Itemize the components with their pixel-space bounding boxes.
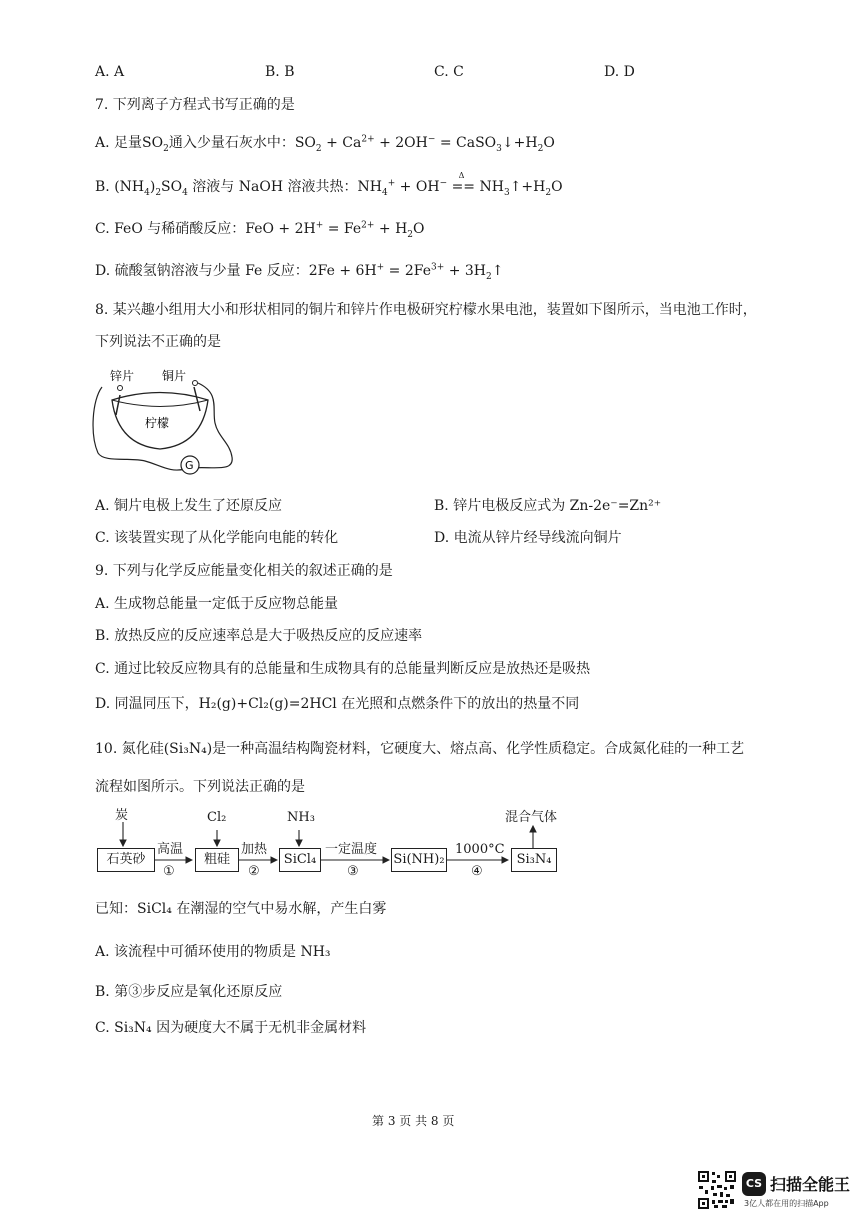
page-number: 第 3 页 共 8 页 [372, 1114, 455, 1128]
step3-condition: 一定温度 [325, 842, 378, 857]
q8-stem-line2: 下列说法不正确的是 [95, 334, 221, 350]
output-mixed-gas: 混合气体 [505, 810, 558, 825]
q9-option-a: A. 生成物总能量一定低于反应物总能量 [95, 596, 339, 612]
box-sicl4: SiCl₄ [279, 848, 321, 872]
input-carbon: 炭 [115, 808, 129, 823]
prev-option-a: A. A [95, 64, 125, 80]
qr-code [697, 1170, 737, 1210]
scanner-tagline: 3亿人都在用的扫描App [744, 1199, 829, 1208]
q10-option-b: B. 第③步反应是氧化还原反应 [95, 984, 283, 1000]
copper-label: 铜片 [162, 369, 187, 383]
q7-option-b: B. $(NH_4)_2SO_4$ 溶液与 NaOH 溶液共热：$NH_4^+ + OH^-$ Δ == $NH_3↑+H_2O$ [95, 171, 563, 198]
q8-option-b: B. 锌片电极反应式为 Zn-2e⁻=Zn²⁺ [434, 498, 662, 514]
q9-option-b: B. 放热反应的反应速率总是大于吸热反应的反应速率 [95, 628, 423, 644]
lemon-battery-figure [90, 365, 240, 480]
step3-number: ③ [347, 864, 359, 879]
box-crude-silicon: 粗硅 [195, 848, 239, 872]
input-chlorine: Cl₂ [207, 810, 227, 825]
q7-option-c: C. FeO 与稀硝酸反应：FeO + $2H^+ = Fe^{2+} + H_2O$ [95, 220, 425, 240]
q9-stem: 9. 下列与化学反应能量变化相关的叙述正确的是 [95, 563, 393, 579]
q9-option-c: C. 通过比较反应物具有的总能量和生成物具有的总能量判断反应是放热还是吸热 [95, 661, 591, 677]
q10-stem-line2: 流程如图所示。下列说法正确的是 [95, 779, 305, 795]
step2-number: ② [248, 864, 260, 879]
q9-option-d: D. 同温同压下，H₂(g)+Cl₂(g)=2HCl 在光照和点燃条件下的放出的热量不同 [95, 696, 580, 712]
meter-label: G [185, 459, 194, 472]
q8-option-c: C. 该装置实现了从化学能向电能的转化 [95, 530, 339, 546]
step4-number: ④ [471, 864, 483, 879]
q7-option-a: A. 足量$SO_2$通入少量石灰水中：$SO_2 + Ca^{2+} + 2OH^-$ = $CaSO_3↓+H_2O$ [95, 134, 555, 154]
input-ammonia: NH₃ [287, 810, 315, 825]
prev-option-b: B. B [265, 64, 295, 80]
q8-stem-line1: 8. 某兴趣小组用大小和形状相同的铜片和锌片作电极研究柠檬水果电池，装置如下图所示，当电池工作时， [95, 302, 757, 318]
q10-option-c: C. Si₃N₄ 因为硬度大不属于无机非金属材料 [95, 1020, 367, 1036]
box-quartz-sand: 石英砂 [97, 848, 155, 872]
scanner-brand-name: 扫描全能王 [770, 1175, 851, 1194]
q8-option-a: A. 铜片电极上发生了还原反应 [95, 498, 283, 514]
step4-condition: 1000°C [455, 842, 505, 857]
prev-option-d: D. D [604, 64, 635, 80]
q7-option-d: D. 硫酸氢钠溶液与少量 Fe 反应：$2Fe + 6H^+ = 2Fe^{3+}$ + $3H_2↑$ [95, 262, 504, 282]
scanner-logo-icon: CS [742, 1172, 766, 1196]
q10-stem-line1: 10. 氮化硅(Si₃N₄)是一种高温结构陶瓷材料，它硬度大、熔点高、化学性质稳定。合成氮化硅的一种工艺 [95, 741, 745, 757]
step2-condition: 加热 [241, 842, 268, 857]
box-si3n4: Si₃N₄ [511, 848, 557, 872]
q7-stem: 7. 下列离子方程式书写正确的是 [95, 97, 295, 113]
prev-option-c: C. C [434, 64, 464, 80]
q8-option-d: D. 电流从锌片经导线流向铜片 [434, 530, 622, 546]
q10-known: 已知：SiCl₄ 在潮湿的空气中易水解，产生白雾 [95, 901, 387, 917]
step1-number: ① [163, 864, 175, 879]
step1-condition: 高温 [157, 842, 184, 857]
q10-option-a: A. 该流程中可循环使用的物质是 NH₃ [95, 944, 331, 960]
zinc-label: 锌片 [110, 369, 135, 383]
box-si-nh2: Si(NH)₂ [391, 848, 447, 872]
lemon-label: 柠檬 [145, 416, 170, 430]
process-flow-diagram [95, 808, 575, 888]
